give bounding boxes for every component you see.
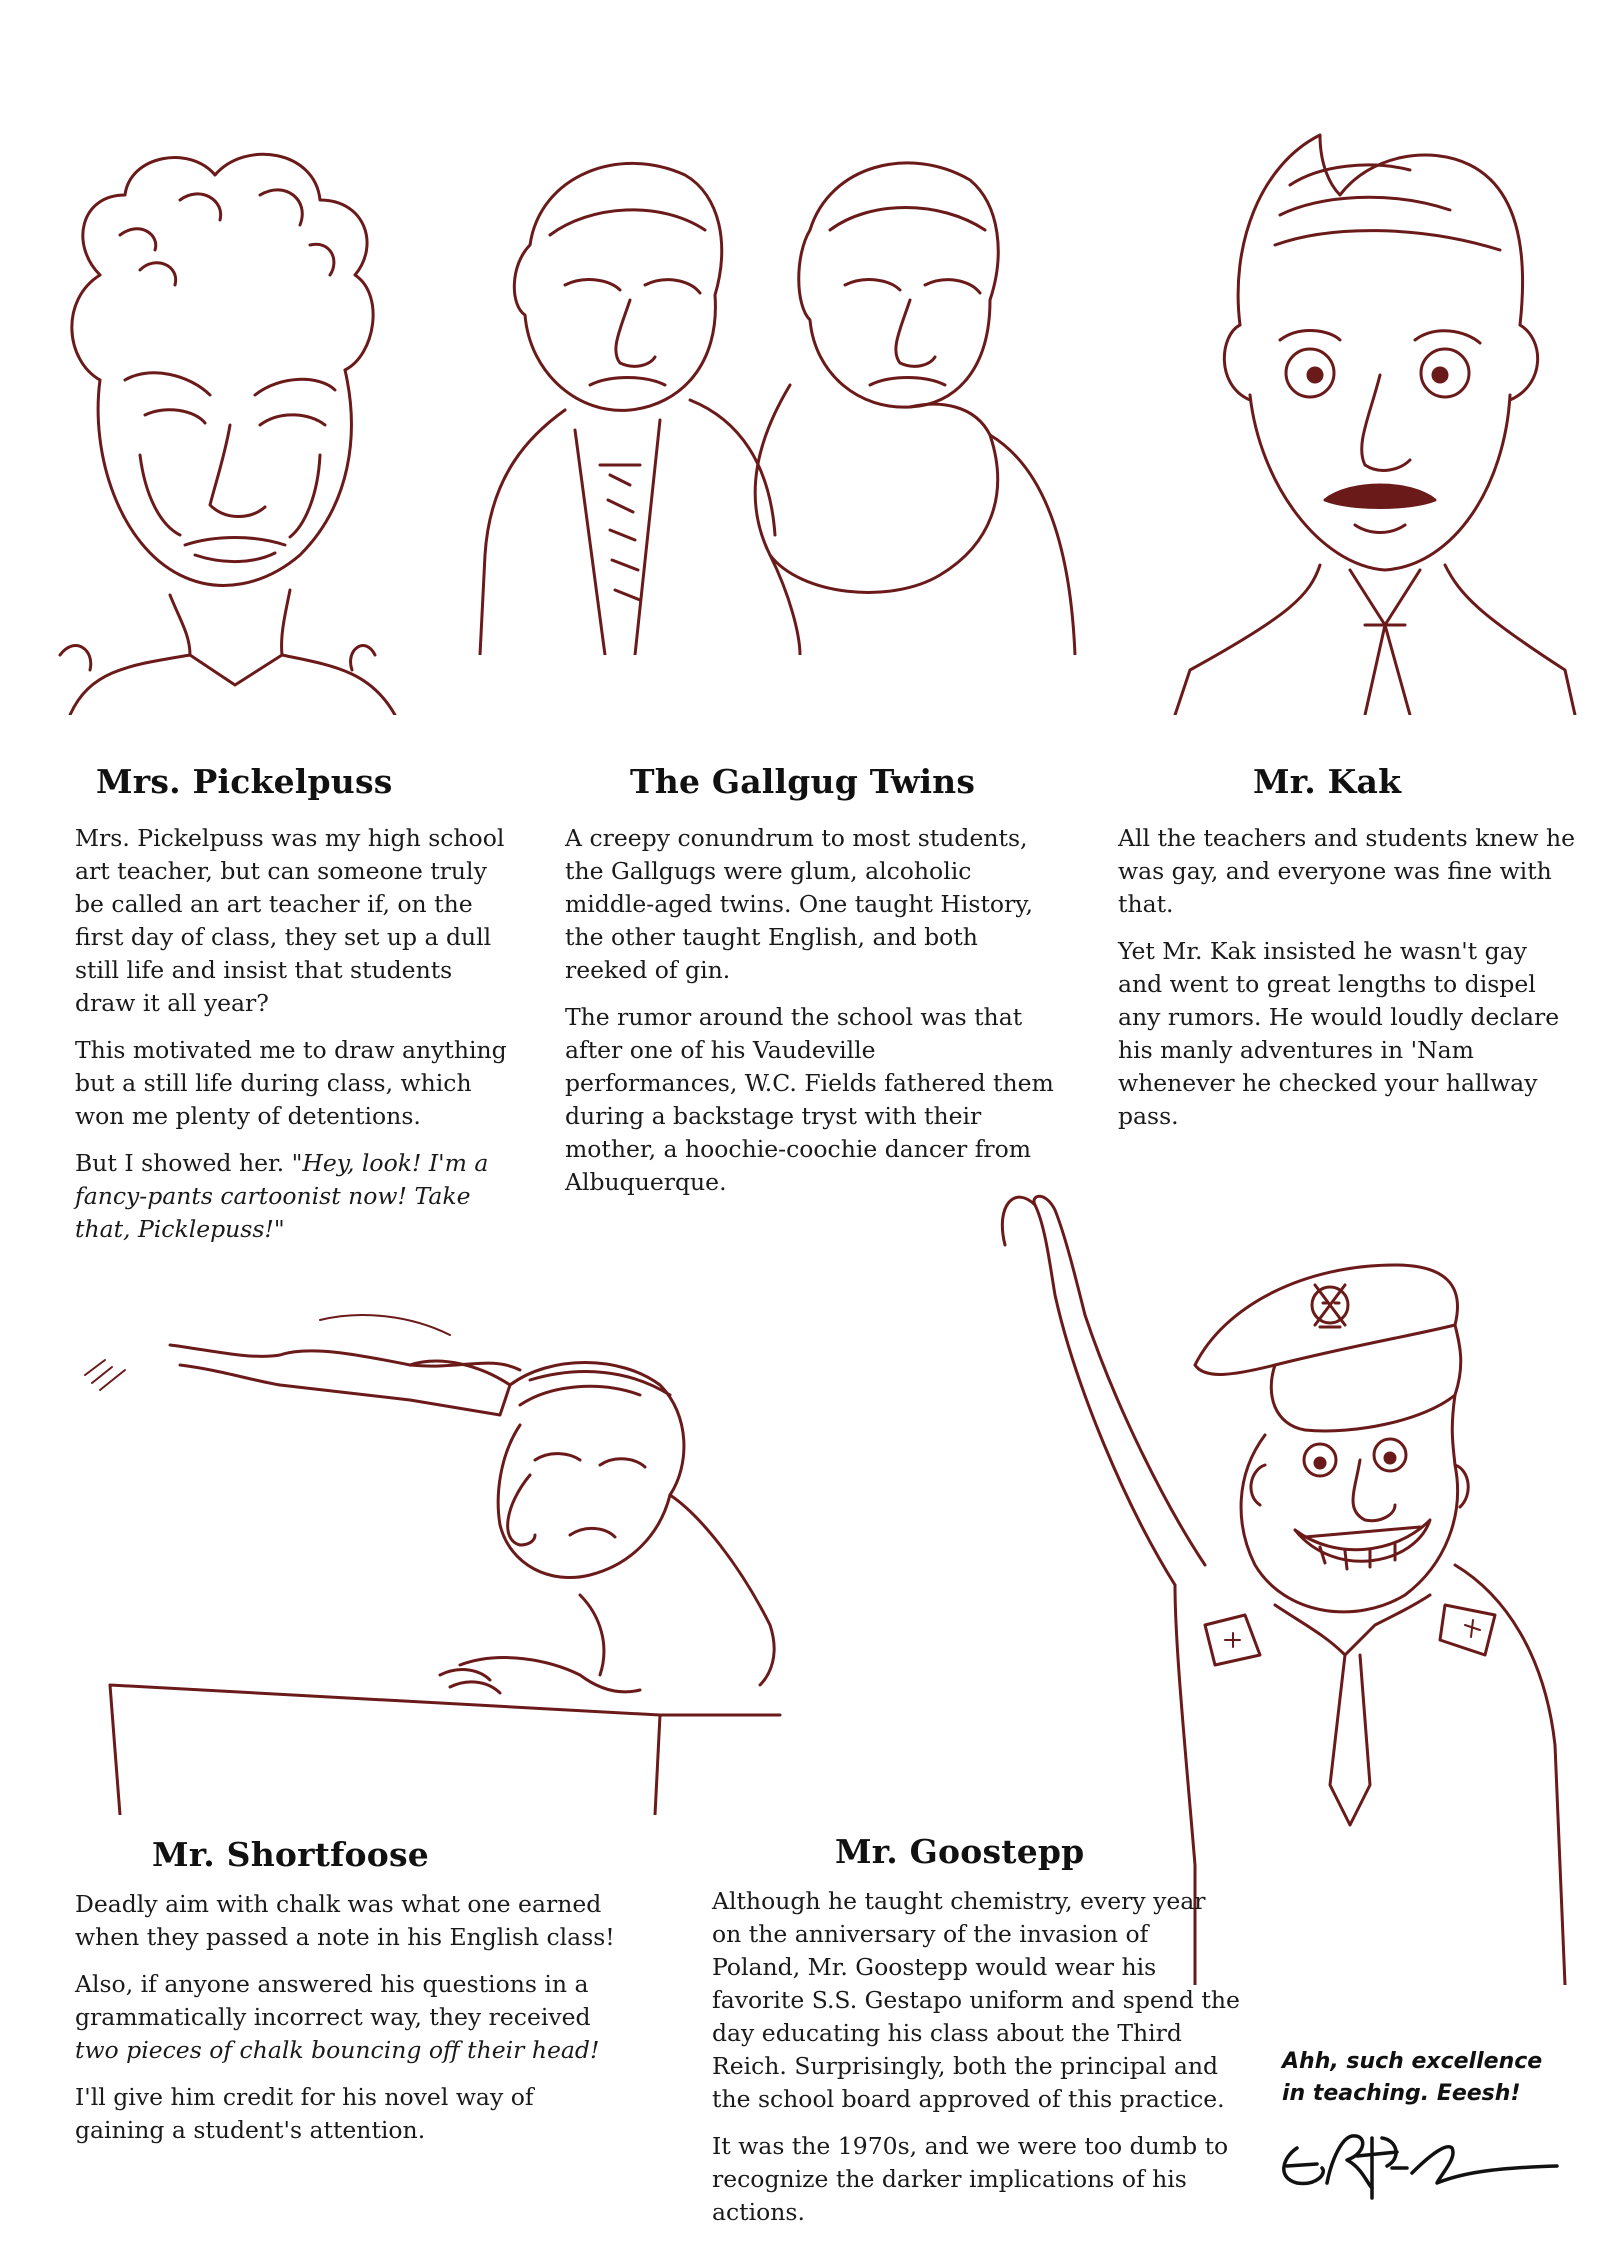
goostepp-description [712,1885,1242,2243]
teacher-name-pickelpuss: Mrs. Pickelpuss [96,762,393,801]
paragraph: I'll give him credit for his novel way of gaining a student's attention. [75,2083,534,2144]
teacher-name-gallgug: The Gallgug Twins [630,762,976,801]
paragraph: It was the 1970s, and we were too dumb to recognize the darker implications of his actions. [712,2132,1229,2226]
paragraph: Deadly aim with chalk was what one earned when they passed a note in his English class! [75,1890,615,1951]
gallgug-twins-drawing [470,135,1110,655]
teacher-name-goostepp: Mr. Goostepp [835,1832,1085,1871]
paragraph: This motivated me to draw anything but a still life during class, which won me plenty of detentions. [75,1036,507,1130]
kak-description [1118,822,1578,1147]
paragraph: All the teachers and students knew he was gay, and everyone was fine with that. [1118,824,1576,918]
paragraph-lead: Also, if anyone answered his questions in a grammatically incorrect way, they received [75,1970,591,2031]
closing-line: in teaching. Eeesh! [1282,2081,1521,2106]
paragraph-lead: But I showed her. [75,1149,292,1177]
pickelpuss-drawing [30,125,410,715]
artist-signature [1272,2128,1562,2203]
paragraph: Mrs. Pickelpuss was my high school art teacher, but can someone truly be called an art teacher if, on the first day of class, they set up a dull still life and insist that students draw it all year? [75,824,505,1017]
pickelpuss-description [75,822,520,1260]
shortfoose-drawing [80,1295,850,1815]
closing-remark [1282,2046,1582,2110]
quote: "Hey, look! I'm a fancy-pants cartoonist now! Take that, Picklepuss!" [75,1149,489,1243]
mr-kak-drawing [1170,125,1580,715]
shortfoose-description [75,1888,630,2161]
teacher-name-kak: Mr. Kak [1253,762,1402,801]
paragraph: A creepy conundrum to most students, the Gallgugs were glum, alcoholic middle-aged twins. One taught History, the other taught English, and both reeked of gin. [565,824,1033,984]
paragraph [75,1147,520,1246]
gallgug-description [565,822,1055,1213]
paragraph [75,1968,630,2067]
emphasis: two pieces of chalk bouncing off their head! [75,2036,600,2064]
paragraph: Yet Mr. Kak insisted he wasn't gay and went to great lengths to dispel any rumors. He would loudly declare his manly adventures in 'Nam whenever he checked your hallway pass. [1118,937,1560,1130]
paragraph: Although he taught chemistry, every year on the anniversary of the invasion of Poland, Mr. Goostepp would wear his favorite S.S. Gestapo uniform and spend the day educating his class about the Third Reich. Surprisingly, both the principal and the school board approved of this practice. [712,1887,1240,2113]
closing-line: Ahh, such excellence [1282,2049,1543,2074]
teacher-name-shortfoose: Mr. Shortfoose [152,1835,429,1874]
paragraph: The rumor around the school was that after one of his Vaudeville performances, W.C. Fields fathered them during a backstage tryst with their mother, a hoochie-coochie dancer from Albuquerque. [565,1003,1054,1196]
